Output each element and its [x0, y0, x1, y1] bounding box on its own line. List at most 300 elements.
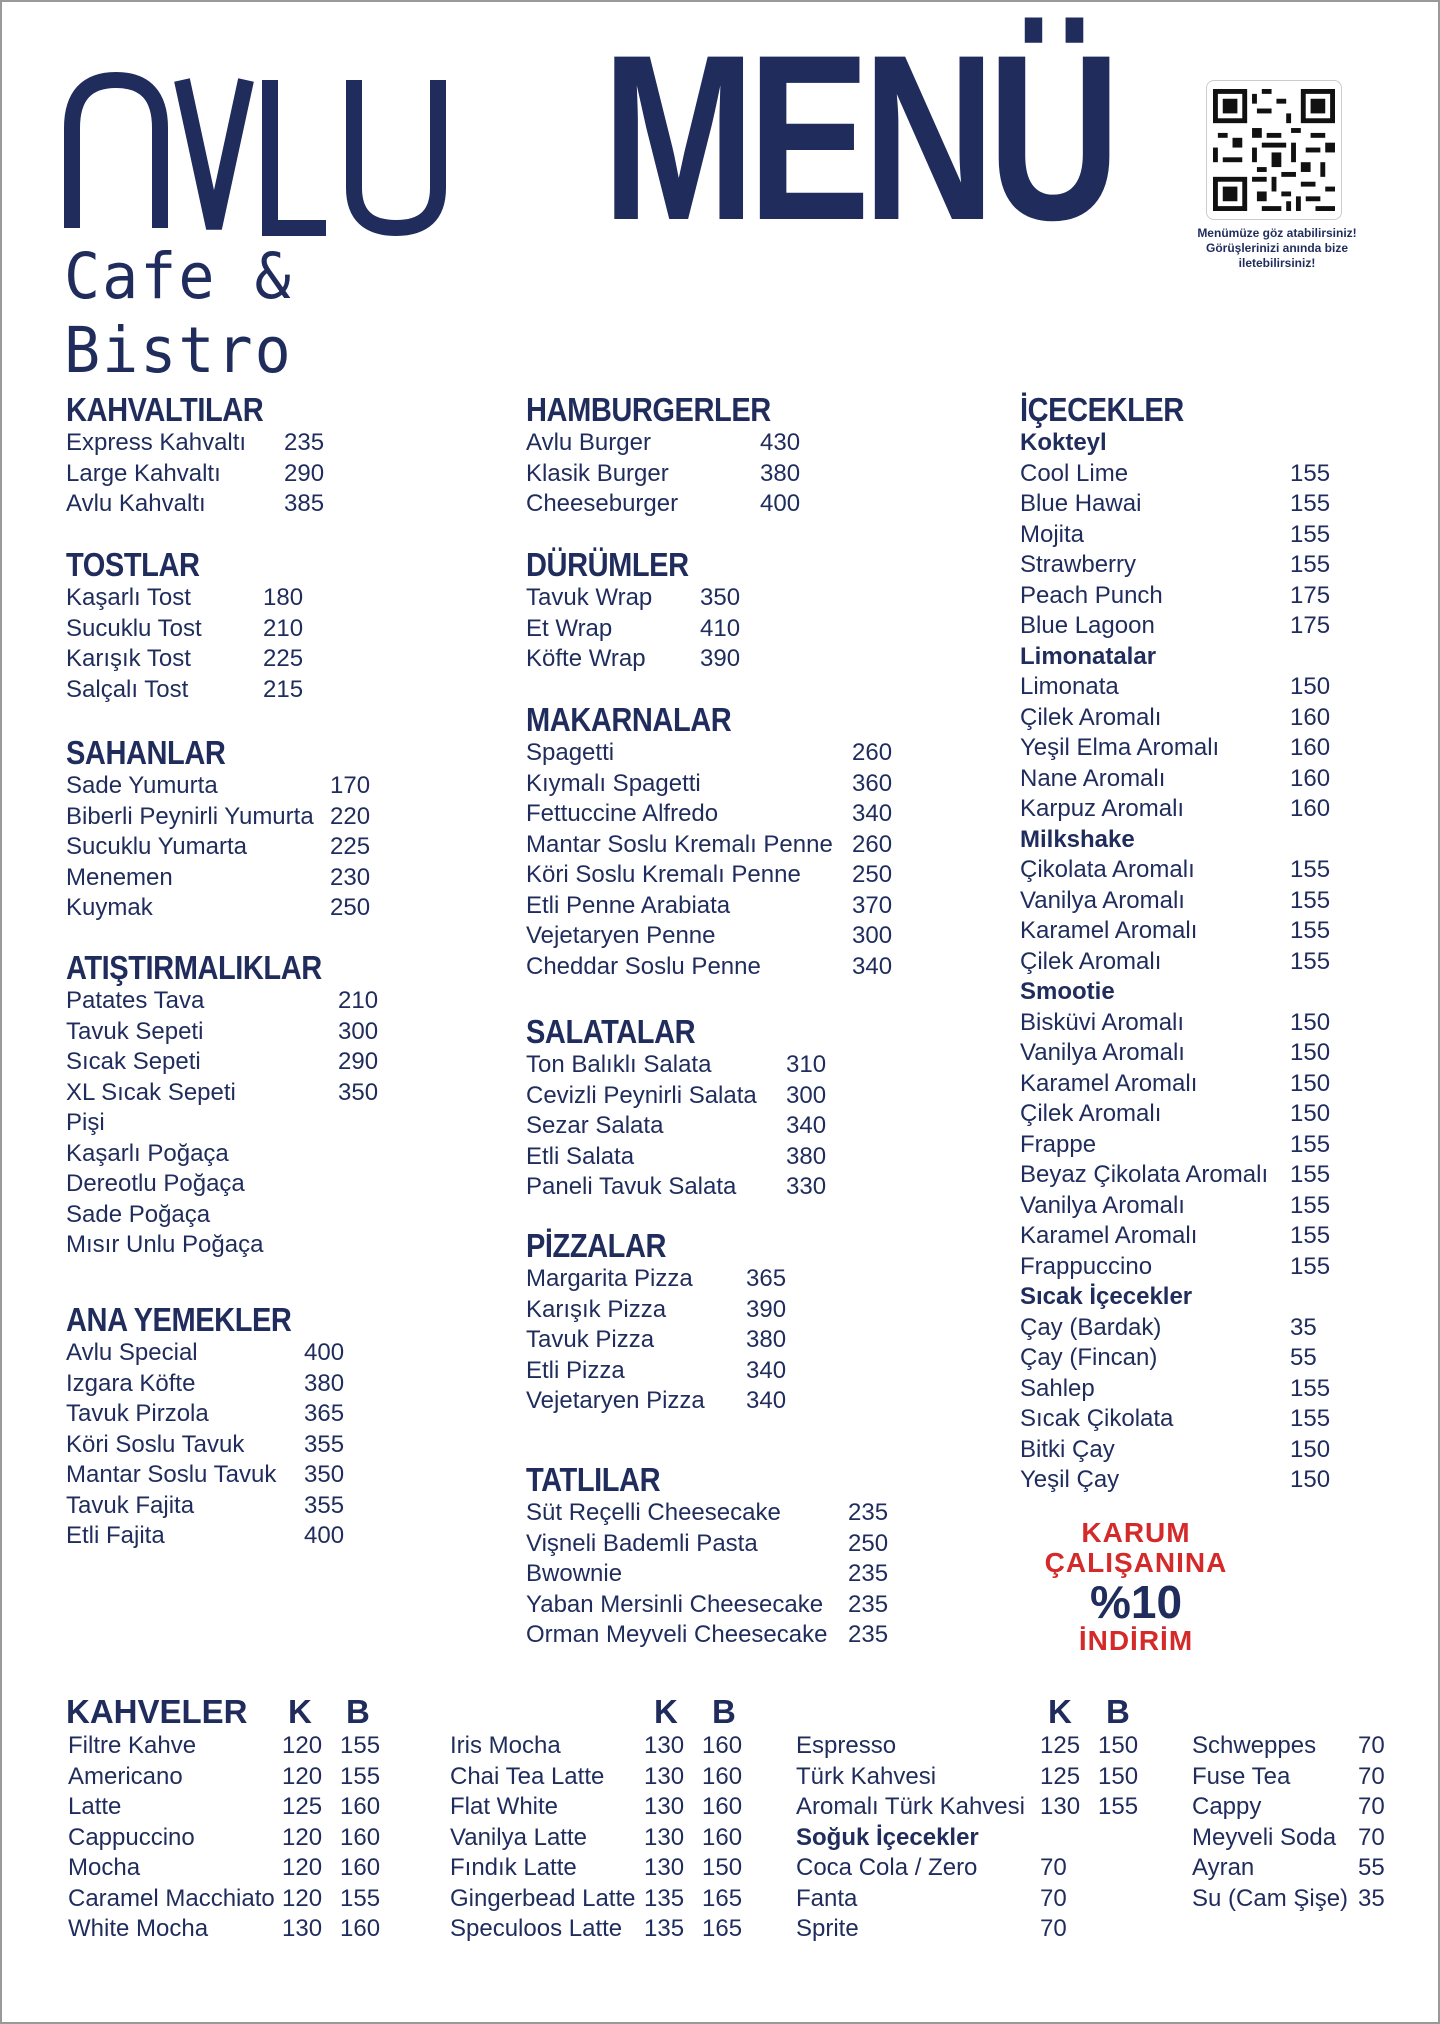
section-title: ATIŞTIRMALIKLAR — [66, 949, 322, 986]
section-kahvaltilar — [66, 392, 324, 520]
item-price: 260 — [852, 739, 893, 766]
item-name: Vanilya Aromalı — [1020, 1191, 1185, 1219]
menu-item — [526, 1111, 826, 1142]
menu-item — [796, 1792, 1138, 1823]
item-price: 160 — [1290, 795, 1331, 822]
b-label: B — [346, 1693, 370, 1730]
menu-item — [1020, 1221, 1330, 1252]
item-price-large: 160 — [340, 1823, 381, 1851]
item-name: Coca Cola / Zero — [796, 1854, 978, 1881]
item-name: Et Wrap — [526, 614, 613, 642]
menu-item — [66, 1399, 344, 1430]
item-name: Su (Cam Şişe) — [1192, 1884, 1349, 1912]
item-name: Gingerbead Latte — [450, 1884, 636, 1912]
item-list — [66, 428, 324, 520]
menu-item — [450, 1853, 742, 1884]
item-name: Frappe — [1020, 1130, 1097, 1158]
item-name: Etli Salata — [526, 1142, 635, 1170]
item-name: Bisküvi Aromalı — [1020, 1008, 1185, 1036]
menu-item — [1020, 1130, 1330, 1161]
menu-item — [66, 644, 303, 675]
item-name: Karpuz Aromalı — [1020, 795, 1185, 822]
menu-item — [1192, 1792, 1385, 1823]
section-icecekler — [1020, 392, 1330, 1496]
qr-note-line1: Menümüze göz atabilirsiniz! — [1197, 226, 1357, 240]
item-name: Biberli Peynirli Yumurta — [66, 802, 314, 830]
menu-item — [526, 738, 892, 769]
item-price-small: 130 — [644, 1762, 685, 1790]
section-tatlilar — [526, 1462, 888, 1651]
item-name: Ton Balıklı Salata — [526, 1051, 712, 1078]
item-name: Flat White — [450, 1793, 559, 1820]
section-title: ANA YEMEKLER — [66, 1301, 292, 1338]
item-name: Iris Mocha — [450, 1732, 561, 1759]
menu-item — [66, 1108, 378, 1139]
item-name: Cool Lime — [1020, 459, 1129, 487]
menu-item — [526, 1172, 826, 1203]
item-name: Mantar Soslu Tavuk — [66, 1461, 277, 1488]
item-price: 225 — [330, 833, 371, 860]
item-name: Margarita Pizza — [526, 1265, 693, 1292]
menu-item — [1020, 672, 1330, 703]
menu-item — [1020, 1069, 1330, 1100]
item-price: 360 — [852, 769, 893, 797]
section-title: SALATALAR — [526, 1013, 696, 1050]
menu-item — [450, 1792, 742, 1823]
item-price: 380 — [304, 1369, 345, 1397]
item-price: 370 — [852, 891, 893, 919]
item-list — [526, 583, 740, 675]
menu-item — [1020, 703, 1330, 734]
item-name: Dereotlu Poğaça — [66, 1170, 245, 1197]
item-name: Orman Meyveli Cheesecake — [526, 1621, 828, 1648]
avlu-logo-mark — [64, 68, 484, 238]
item-price: 355 — [304, 1430, 345, 1458]
menu-item — [68, 1853, 380, 1884]
item-price: 250 — [848, 1529, 889, 1557]
item-price: 155 — [1290, 856, 1331, 883]
item-name: Beyaz Çikolata Aromalı — [1020, 1161, 1269, 1188]
item-name: Etli Penne Arabiata — [526, 891, 731, 919]
b-label: B — [1106, 1693, 1130, 1730]
section-hamburgerler — [526, 392, 804, 520]
item-name: Türk Kahvesi — [796, 1762, 937, 1790]
page-title: MENÜ — [602, 6, 1113, 270]
menu-item — [526, 799, 892, 830]
menu-item — [66, 1017, 378, 1048]
qr-note — [1182, 226, 1372, 271]
menu-item — [526, 921, 892, 952]
item-price: 230 — [330, 863, 371, 891]
item-name: Cappuccino — [68, 1823, 195, 1851]
section-title: HAMBURGERLER — [526, 391, 771, 428]
item-price-small: 70 — [1040, 1884, 1067, 1912]
item-price: 155 — [1290, 520, 1331, 548]
item-name: Fettuccine Alfredo — [526, 800, 719, 827]
menu-item — [66, 614, 303, 645]
item-name: Chai Tea Latte — [450, 1762, 605, 1790]
menu-item — [1192, 1884, 1385, 1915]
item-name: Yeşil Elma Aromalı — [1020, 734, 1220, 761]
item-price: 155 — [1290, 1405, 1331, 1432]
item-price-large: 155 — [340, 1762, 381, 1790]
promo-line1: KARUM — [1081, 1517, 1191, 1548]
menu-item — [1020, 1465, 1330, 1496]
menu-item — [66, 1078, 378, 1109]
item-list — [66, 1338, 344, 1552]
subsection-title: Smootie — [1020, 978, 1115, 1005]
item-price: 70 — [1358, 1762, 1385, 1790]
menu-item — [66, 489, 324, 520]
item-price: 300 — [786, 1081, 827, 1109]
section-title: TOSTLAR — [66, 546, 200, 583]
menu-item — [1020, 855, 1330, 886]
menu-item — [1020, 764, 1330, 795]
item-name: Express Kahvaltı — [66, 429, 247, 456]
item-price: 150 — [1290, 1069, 1331, 1097]
menu-item — [1020, 1038, 1330, 1069]
menu-item — [1020, 520, 1330, 551]
item-name: Karışık Tost — [66, 645, 191, 672]
item-name: Latte — [68, 1793, 122, 1820]
item-price-large: 155 — [340, 1884, 381, 1912]
menu-item — [1020, 916, 1330, 947]
menu-item — [796, 1762, 1138, 1793]
item-list — [796, 1731, 1138, 1945]
qr-note-line3: iletebilirsiniz! — [1238, 256, 1316, 270]
menu-item — [1020, 1313, 1330, 1344]
menu-item — [1020, 947, 1330, 978]
section-title: KAHVELER — [66, 1693, 248, 1730]
item-price: 55 — [1358, 1854, 1385, 1881]
k-label: K — [288, 1693, 312, 1730]
item-price: 330 — [786, 1173, 827, 1200]
item-list — [68, 1731, 380, 1945]
item-name: Cheeseburger — [526, 490, 679, 517]
kahveler-title — [66, 1694, 248, 1730]
item-list — [66, 771, 370, 924]
item-name: Bitki Çay — [1020, 1435, 1115, 1463]
item-price-large: 160 — [340, 1854, 381, 1881]
item-price: 400 — [760, 490, 801, 517]
section-title: MAKARNALAR — [526, 701, 732, 738]
item-name: Speculoos Latte — [450, 1915, 623, 1942]
item-price: 70 — [1358, 1732, 1385, 1759]
item-name: Sucuklu Yumarta — [66, 833, 247, 860]
item-name: Aromalı Türk Kahvesi — [796, 1793, 1025, 1820]
item-price: 150 — [1290, 1100, 1331, 1127]
menu-item — [1020, 794, 1330, 825]
menu-item — [450, 1914, 742, 1945]
item-price: 235 — [848, 1621, 889, 1648]
item-name: Strawberry — [1020, 551, 1137, 578]
item-name: Etli Fajita — [66, 1522, 165, 1549]
k-label: K — [654, 1693, 678, 1730]
menu-item — [66, 863, 370, 894]
item-name: Köfte Wrap — [526, 645, 646, 672]
item-price-large: 150 — [1098, 1732, 1139, 1759]
item-name: Americano — [68, 1762, 183, 1790]
menu-item — [526, 1050, 826, 1081]
kahveler-col3 — [796, 1731, 1138, 1945]
menu-item — [1020, 459, 1330, 490]
menu-item — [526, 1142, 826, 1173]
item-price: 340 — [852, 800, 893, 827]
discount-promo — [1016, 1518, 1256, 1656]
item-price: 155 — [1290, 490, 1331, 517]
item-price: 155 — [1290, 917, 1331, 944]
item-name: Avlu Kahvaltı — [66, 490, 206, 517]
section-title: DÜRÜMLER — [526, 546, 689, 583]
menu-item — [1192, 1853, 1385, 1884]
item-name: Nane Aromalı — [1020, 764, 1166, 792]
item-price: 150 — [1290, 673, 1331, 700]
item-price: 380 — [760, 459, 801, 487]
menu-item — [68, 1884, 380, 1915]
item-price-large: 150 — [702, 1854, 743, 1881]
menu-item — [66, 1369, 344, 1400]
menu-item — [1020, 611, 1330, 642]
menu-item — [796, 1731, 1138, 1762]
item-name: Yaban Mersinli Cheesecake — [526, 1590, 824, 1618]
menu-item — [526, 583, 740, 614]
item-price: 380 — [786, 1142, 827, 1170]
item-list — [66, 583, 303, 705]
item-price: 220 — [330, 802, 371, 830]
item-name: Menemen — [66, 863, 173, 891]
item-name: Karışık Pizza — [526, 1295, 667, 1323]
item-price: 385 — [284, 490, 325, 517]
menu-item — [526, 860, 892, 891]
item-name: Avlu Burger — [526, 429, 651, 456]
menu-item — [1020, 1191, 1330, 1222]
item-price-small: 130 — [282, 1915, 323, 1942]
item-price: 340 — [746, 1387, 787, 1414]
section-ana-yemekler — [66, 1302, 344, 1552]
menu-item — [526, 1620, 888, 1651]
item-price-large: 165 — [702, 1884, 743, 1912]
menu-item — [1020, 1099, 1330, 1130]
item-price-small: 130 — [644, 1854, 685, 1881]
menu-item — [526, 830, 892, 861]
menu-item — [68, 1823, 380, 1854]
item-price: 155 — [1290, 886, 1331, 914]
item-price: 250 — [852, 861, 893, 888]
item-price: 160 — [1290, 764, 1331, 792]
item-price-small: 130 — [644, 1732, 685, 1759]
menu-item — [1192, 1731, 1385, 1762]
qr-code[interactable] — [1206, 80, 1342, 220]
menu-item — [526, 1325, 786, 1356]
item-name: Mojita — [1020, 520, 1085, 548]
item-name: Vanilya Latte — [450, 1823, 587, 1851]
item-price: 170 — [330, 772, 371, 799]
menu-item — [526, 1295, 786, 1326]
item-price: 150 — [1290, 1466, 1331, 1493]
item-price: 210 — [263, 614, 304, 642]
menu-item — [526, 428, 804, 459]
item-name: Vanilya Aromalı — [1020, 886, 1185, 914]
item-list — [526, 1498, 888, 1651]
item-name: Etli Pizza — [526, 1356, 625, 1384]
menu-item — [66, 986, 378, 1017]
item-price: 70 — [1358, 1793, 1385, 1820]
item-price: 70 — [1358, 1823, 1385, 1851]
item-price-large: 160 — [702, 1732, 743, 1759]
menu-item — [526, 1386, 786, 1417]
menu-item — [68, 1762, 380, 1793]
item-name: Sade Yumurta — [66, 772, 218, 799]
item-name: Cevizli Peynirli Salata — [526, 1081, 757, 1109]
qr-note-line2: Görüşlerinizi anında bize — [1205, 241, 1349, 255]
menu-item — [796, 1914, 1138, 1945]
menu-item — [796, 1884, 1138, 1915]
item-price: 175 — [1290, 612, 1331, 639]
item-name: Meyveli Soda — [1192, 1823, 1337, 1851]
menu-item — [1020, 886, 1330, 917]
item-price-small: 120 — [282, 1762, 323, 1790]
item-name: Sucuklu Tost — [66, 614, 202, 642]
item-price-small: 120 — [282, 1854, 323, 1881]
section-makarnalar — [526, 702, 892, 982]
item-price: 155 — [1290, 1374, 1331, 1402]
item-name: Mocha — [68, 1854, 141, 1881]
item-price: 400 — [304, 1522, 345, 1549]
menu-item — [68, 1792, 380, 1823]
item-name: Köri Soslu Tavuk — [66, 1430, 245, 1458]
menu-item — [66, 428, 324, 459]
item-name: Yeşil Çay — [1020, 1466, 1120, 1493]
menu-item — [1020, 1008, 1330, 1039]
item-list — [450, 1731, 742, 1945]
kahveler-col1 — [68, 1731, 380, 1945]
item-price: 390 — [700, 645, 741, 672]
menu-item — [66, 675, 303, 706]
menu-item — [1020, 1404, 1330, 1435]
item-name: Kıymalı Spagetti — [526, 769, 701, 797]
item-price: 290 — [338, 1048, 379, 1075]
menu-item — [526, 489, 804, 520]
item-price-large: 160 — [340, 1793, 381, 1820]
item-name: Blue Lagoon — [1020, 612, 1155, 639]
item-price: 340 — [852, 952, 893, 980]
item-name: Mantar Soslu Kremalı Penne — [526, 830, 833, 858]
item-name: Tavuk Sepeti — [66, 1017, 204, 1045]
menu-item — [1020, 1343, 1330, 1374]
item-price: 300 — [338, 1017, 379, 1045]
item-name: Köri Soslu Kremalı Penne — [526, 861, 801, 888]
item-price-small: 135 — [644, 1884, 685, 1912]
item-price: 35 — [1358, 1884, 1385, 1912]
item-price-small: 120 — [282, 1823, 323, 1851]
promo-line3: %10 — [1089, 1576, 1183, 1628]
item-price: 160 — [1290, 734, 1331, 761]
item-name: Sıcak Çikolata — [1020, 1405, 1174, 1432]
item-name: Fanta — [796, 1884, 858, 1912]
item-price: 340 — [786, 1112, 827, 1139]
item-price: 350 — [338, 1078, 379, 1106]
item-name: Vanilya Aromalı — [1020, 1039, 1185, 1066]
menu-item — [526, 952, 892, 983]
item-price: 290 — [284, 459, 325, 487]
item-price: 250 — [330, 894, 371, 921]
item-name: Çilek Aromalı — [1020, 1100, 1162, 1127]
item-name: Kuymak — [66, 894, 153, 921]
item-name: Vişneli Bademli Pasta — [526, 1529, 758, 1557]
qr-code-icon — [1213, 87, 1335, 213]
item-price: 150 — [1290, 1435, 1331, 1463]
item-price: 260 — [852, 830, 893, 858]
item-price-large: 160 — [702, 1762, 743, 1790]
item-price: 355 — [304, 1491, 345, 1519]
item-price: 340 — [746, 1356, 787, 1384]
item-price: 235 — [848, 1499, 889, 1526]
section-title: PİZZALAR — [526, 1227, 667, 1264]
item-list — [526, 738, 892, 982]
item-list — [1192, 1731, 1385, 1914]
item-name: Pişi — [66, 1109, 105, 1136]
item-name: Fuse Tea — [1192, 1762, 1291, 1790]
menu-item — [450, 1731, 742, 1762]
item-name: Çilek Aromalı — [1020, 703, 1162, 731]
section-title: TATLILAR — [526, 1461, 661, 1498]
menu-item — [66, 583, 303, 614]
section-sahanlar — [66, 735, 370, 924]
item-name: Peach Punch — [1020, 581, 1163, 609]
menu-item — [66, 1230, 378, 1261]
item-price: 350 — [304, 1461, 345, 1488]
item-list — [526, 428, 804, 520]
item-price-small: 135 — [644, 1915, 685, 1942]
section-title: İÇECEKLER — [1020, 391, 1184, 428]
item-name: Sezar Salata — [526, 1112, 664, 1139]
item-price: 225 — [263, 645, 304, 672]
item-name: Ayran — [1192, 1854, 1255, 1881]
item-price: 300 — [852, 922, 893, 949]
item-price-small: 125 — [1040, 1762, 1081, 1790]
item-name: Vejetaryen Penne — [526, 922, 716, 949]
item-price-large: 160 — [340, 1915, 381, 1942]
subsection-title: Kokteyl — [1020, 429, 1107, 456]
menu-item — [1020, 581, 1330, 612]
menu-item — [1020, 489, 1330, 520]
item-name: Sprite — [796, 1915, 859, 1942]
kahveler-col2 — [450, 1731, 742, 1945]
item-price: 155 — [1290, 947, 1331, 975]
menu-item — [526, 1590, 888, 1621]
item-name: Tavuk Wrap — [526, 584, 653, 611]
menu-item — [1020, 1160, 1330, 1191]
item-name: Sahlep — [1020, 1374, 1095, 1402]
menu-item — [66, 1200, 378, 1231]
item-price: 35 — [1290, 1313, 1317, 1341]
menu-item — [1020, 550, 1330, 581]
menu-item — [66, 832, 370, 863]
item-price: 55 — [1290, 1344, 1317, 1371]
item-name: Spagetti — [526, 739, 615, 766]
section-pizzalar — [526, 1228, 786, 1417]
menu-item — [526, 1081, 826, 1112]
item-price: 235 — [848, 1560, 889, 1587]
item-name: Fındık Latte — [450, 1854, 577, 1881]
menu-item — [1020, 1435, 1330, 1466]
menu-item — [66, 1491, 344, 1522]
menu-item — [526, 614, 740, 645]
item-price-small: 125 — [282, 1793, 323, 1820]
brand-subtitle: Cafe & Bistro — [64, 240, 293, 388]
item-name: Karamel Aromalı — [1020, 1222, 1198, 1249]
item-name: Large Kahvaltı — [66, 459, 221, 487]
